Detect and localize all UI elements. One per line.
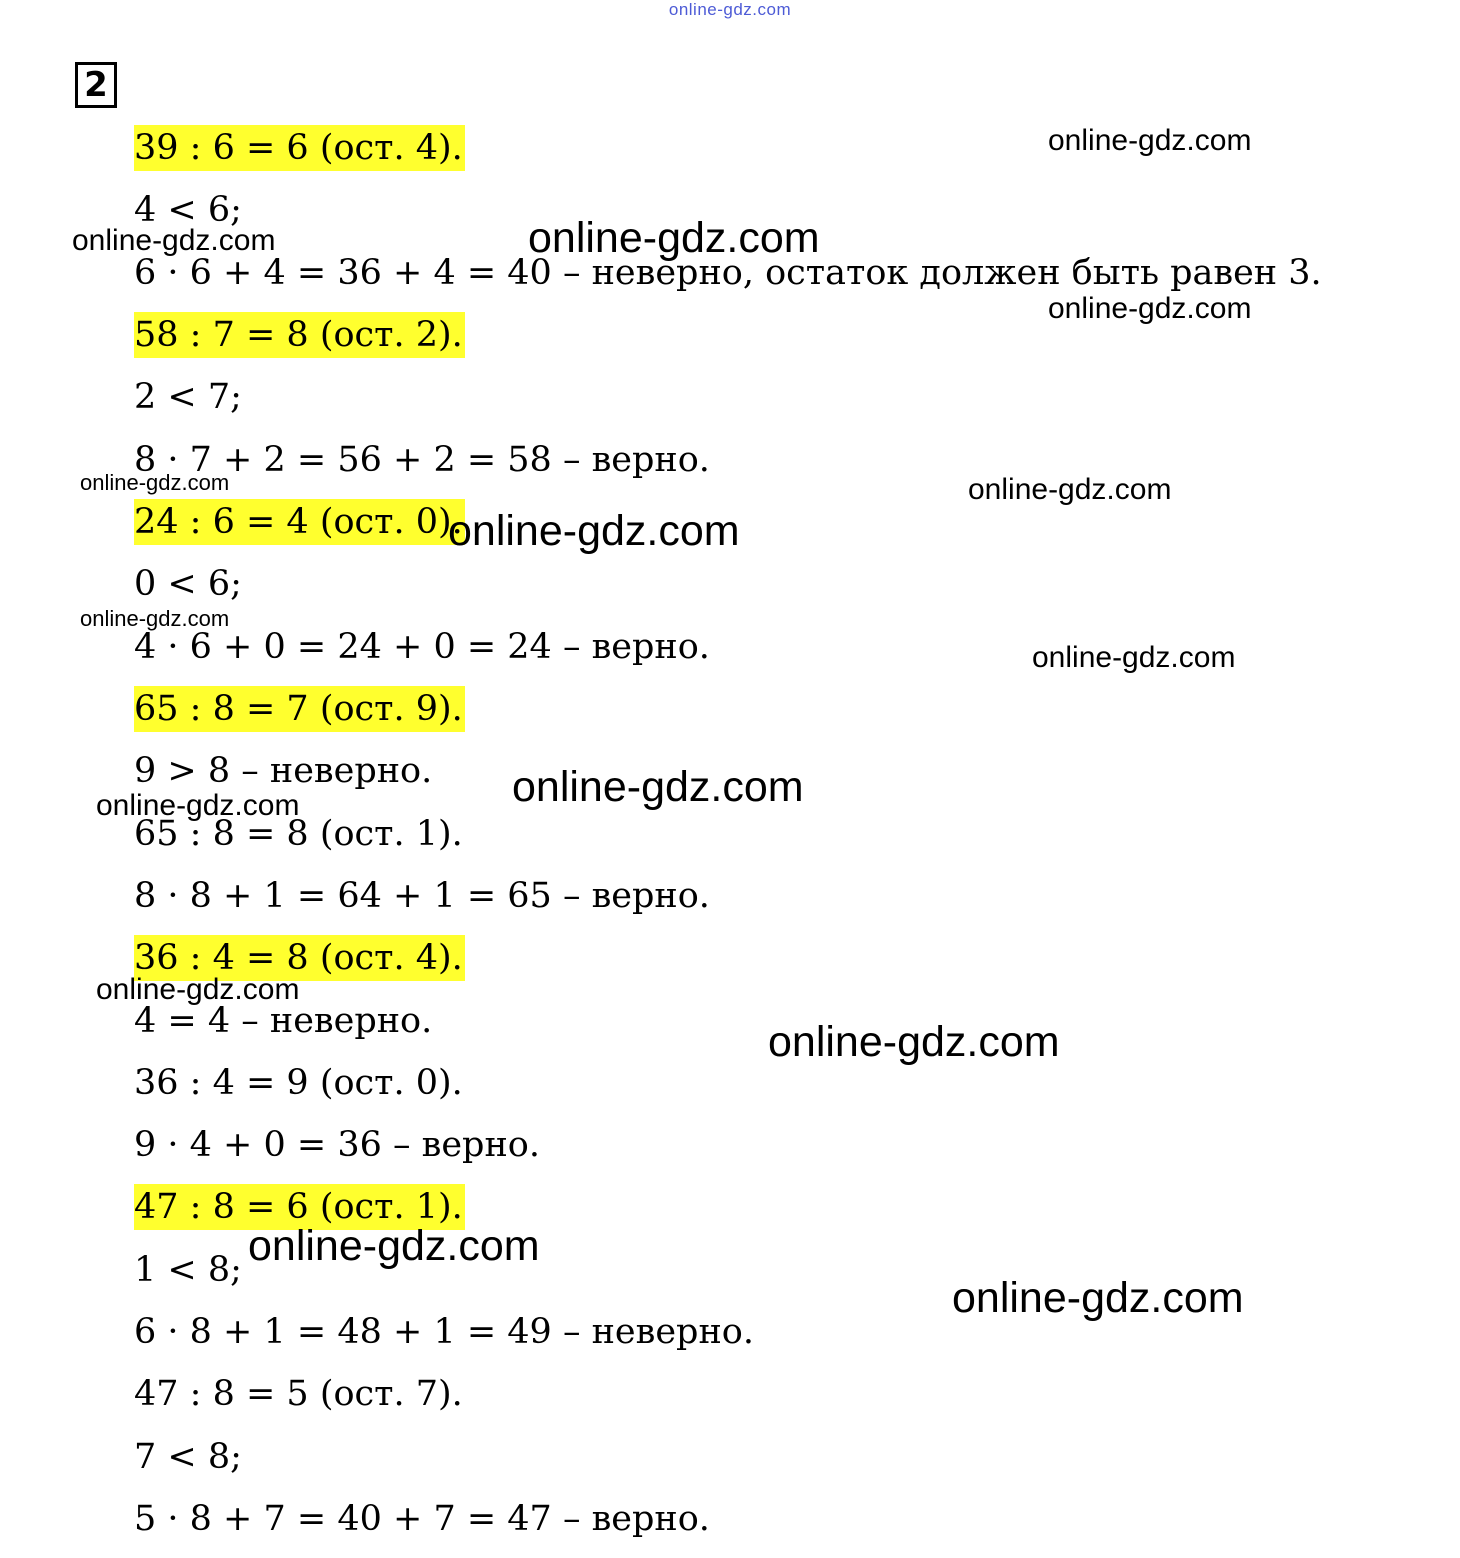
check-remainder-1: 4 < 6; — [134, 190, 242, 230]
check-remainder-4: 9 > 8 – неверно. — [134, 751, 433, 791]
check-remainder-6: 1 < 8; — [134, 1250, 242, 1290]
check-result-2: 8 · 7 + 2 = 56 + 2 = 58 – верно. — [134, 440, 710, 480]
watermark-text: online-gdz.com — [968, 473, 1172, 506]
watermark-text: online-gdz.com — [248, 1222, 540, 1270]
corrected-equation-4: 65 : 8 = 8 (ост. 1). — [134, 814, 463, 854]
corrected-equation-6: 47 : 8 = 5 (ост. 7). — [134, 1374, 463, 1414]
watermark-text: online-gdz.com — [96, 789, 300, 822]
watermark-text: online-gdz.com — [80, 470, 230, 495]
check-result-3: 4 · 6 + 0 = 24 + 0 = 24 – верно. — [134, 627, 710, 667]
task-equation-1: 39 : 6 = 6 (ост. 4). — [134, 125, 465, 171]
watermark-text: online-gdz.com — [768, 1018, 1060, 1066]
task-equation-5: 36 : 4 = 8 (ост. 4). — [134, 935, 465, 981]
check-result-6b: 5 · 8 + 7 = 40 + 7 = 47 – верно. — [134, 1499, 710, 1539]
watermark-text: online-gdz.com — [1048, 292, 1252, 325]
task-number-box: 2 — [75, 62, 117, 108]
check-remainder-6b: 7 < 8; — [134, 1437, 242, 1477]
check-remainder-3: 0 < 6; — [134, 564, 242, 604]
check-result-1: 6 · 6 + 4 = 36 + 4 = 40 – неверно, остаток должен быть равен 3. — [134, 253, 1322, 293]
task-equation-3: 24 : 6 = 4 (ост. 0). — [134, 499, 465, 545]
corrected-equation-5: 36 : 4 = 9 (ост. 0). — [134, 1063, 463, 1103]
top-site-watermark: online-gdz.com — [668, 0, 792, 19]
check-remainder-5: 4 = 4 – неверно. — [134, 1001, 433, 1041]
watermark-text: online-gdz.com — [952, 1274, 1244, 1322]
check-result-4: 8 · 8 + 1 = 64 + 1 = 65 – верно. — [134, 876, 710, 916]
check-remainder-2: 2 < 7; — [134, 377, 242, 417]
watermark-text: online-gdz.com — [1032, 641, 1236, 674]
watermark-text: online-gdz.com — [448, 507, 740, 555]
check-result-6: 6 · 8 + 1 = 48 + 1 = 49 – неверно. — [134, 1312, 754, 1352]
watermark-text: online-gdz.com — [528, 214, 820, 262]
watermark-text: online-gdz.com — [96, 973, 300, 1006]
task-equation-6: 47 : 8 = 6 (ост. 1). — [134, 1184, 465, 1230]
watermark-text: online-gdz.com — [80, 606, 230, 631]
task-equation-2: 58 : 7 = 8 (ост. 2). — [134, 312, 465, 358]
watermark-text: online-gdz.com — [1048, 124, 1252, 157]
watermark-text: online-gdz.com — [72, 224, 276, 257]
check-result-5: 9 · 4 + 0 = 36 – верно. — [134, 1125, 540, 1165]
watermark-text: online-gdz.com — [512, 763, 804, 811]
task-equation-4: 65 : 8 = 7 (ост. 9). — [134, 686, 465, 732]
